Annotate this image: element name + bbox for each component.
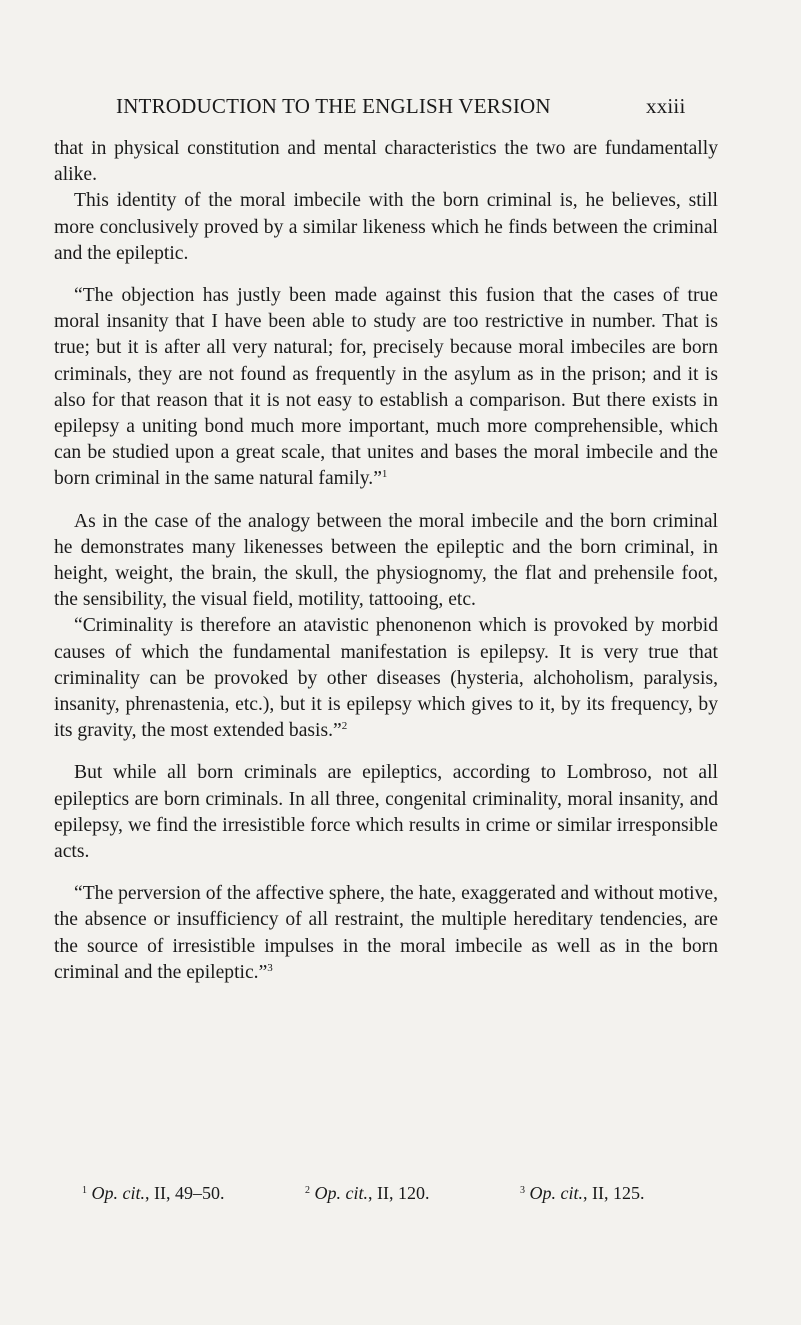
body-text [54, 136, 718, 986]
paragraph: This identity of the moral imbecile with the born criminal is, he believes, still more conclusively proved by a similar likeness which he finds between the criminal and the epileptic. [54, 190, 718, 264]
footnote: $^3$ Op. cit., II, 125. [520, 1183, 645, 1203]
running-title: INTRODUCTION TO THE ENGLISH VERSION [116, 94, 551, 118]
footnote: $^2$ Op. cit., II, 120. [305, 1183, 430, 1203]
paragraph: “The objection has justly been made against this fusion that the cases of true moral insanity that I have been able to study are too restrictive in number. That is true; but it is after all very natural; for, precisely because moral imbeciles are born criminals, they are not found as frequently in the asylum as in the prison; and it is also for that reason that it is not easy to establish a comparison. But there exists in epilepsy a uniting bond much more important, much more comprehensible, which can be studied upon a great scale, that unites and bases the moral imbecile and the born criminal in the same natural family.”$^1$ [54, 285, 718, 490]
footnote-ref: 1 [381, 468, 388, 481]
footnote-ref: 2 [341, 720, 348, 733]
page-number: xxiii [646, 94, 686, 118]
paragraph: “The perversion of the affective sphere, the hate, exaggerated and without motive, the absence or insufficiency of all restraint, the multiple hereditary tendencies, are the source of irresistible impulses in the moral imbecile as well as in the born criminal and the epileptic.”$^3$ [54, 883, 718, 983]
footnote-ref: 3 [267, 961, 273, 974]
paragraph: “Criminality is therefore an atavistic phenonenon which is provoked by morbid causes of which the fundamental manifestation is epilepsy. It is very true that criminality can be provoked by other diseases (hysteria, alchoholism, paralysis, insanity, phrenastenia, etc.), but it is epilepsy which gives to it, by its frequency, by its gravity, the most extended basis.”$^2$ [54, 615, 718, 742]
paragraph: that in physical constitution and mental characteristics the two are fundamentally alike. [54, 138, 718, 186]
paragraph: As in the case of the analogy between the moral imbecile and the born criminal he demonstrates many likenesses between the epileptic and the born criminal, in height, weight, the brain, the skull, the physiognomy, the flat and prehensile foot, the sensibility, the visual field, motility, tattooing, etc. [54, 510, 718, 611]
footnote: $^1$ Op. cit., II, 49–50. [82, 1183, 225, 1203]
paragraph: But while all born criminals are epileptics, according to Lombroso, not all epileptics are born criminals. In all three, congenital criminality, moral insanity, and epilepsy, we find the irresistible force which results in crime or similar irresponsible acts. [54, 762, 718, 863]
